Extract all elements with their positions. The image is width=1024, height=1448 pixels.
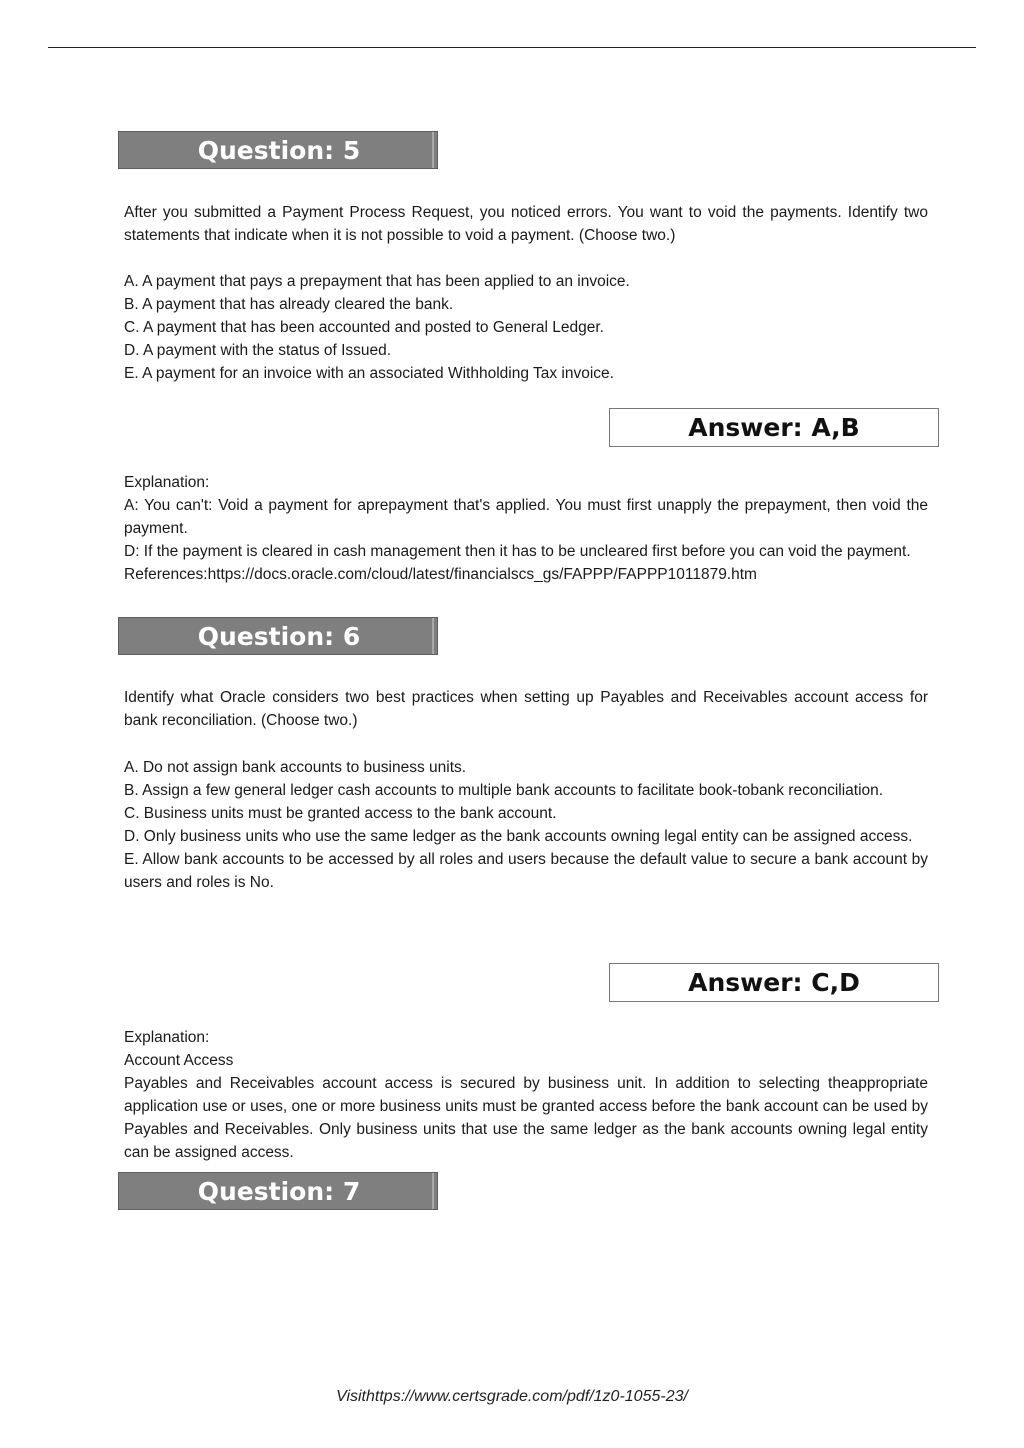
option-e: E. A payment for an invoice with an associated Withholding Tax invoice. xyxy=(124,365,614,382)
question-6-prompt: Identify what Oracle considers two best practices when setting up Payables and Receivables account access for bank reconciliation. (Choose two.) xyxy=(124,689,928,729)
question-5-options xyxy=(124,270,928,385)
question-6-header xyxy=(118,617,438,655)
option-c: C. Business units must be granted access to the bank account. xyxy=(124,805,557,822)
question-5-title: Question: 5 xyxy=(197,136,361,165)
option-b: B. Assign a few general ledger cash accounts to multiple bank accounts to facilitate book-tobank reconciliation. xyxy=(124,782,884,799)
question-6-answer: Answer: C,D xyxy=(688,968,860,997)
question-6-explanation xyxy=(124,1026,928,1164)
option-b: B. A payment that has already cleared the bank. xyxy=(124,296,454,313)
question-6-title: Question: 6 xyxy=(197,622,361,651)
question-5-explanation xyxy=(124,471,928,586)
option-d: D. Only business units who use the same ledger as the bank accounts owning legal entity can be assigned access. xyxy=(124,828,913,845)
references-line: References:https://docs.oracle.com/cloud/latest/financialscs_gs/FAPPP/FAPPP1011879.htm xyxy=(124,566,757,583)
question-7-title: Question: 7 xyxy=(197,1177,361,1206)
footer-link-text: Visithttps://www.certsgrade.com/pdf/1z0-1055-23/ xyxy=(336,1388,688,1405)
question-5-answer-box xyxy=(609,408,939,447)
question-7-header xyxy=(118,1172,438,1210)
explanation-subheading: Account Access xyxy=(124,1052,234,1069)
question-5-header xyxy=(118,131,438,169)
explanation-line: Payables and Receivables account access is secured by business unit. In addition to selecting theappropriate application use or uses, one or more business units must be granted access before the bank account can be used by Payables and Receivables. Only business units that use the same ledger as the bank accounts owning legal entity can be assigned access. xyxy=(124,1075,928,1161)
explanation-line: D: If the payment is cleared in cash management then it has to be uncleared first before you can void the payment. xyxy=(124,543,911,560)
question-5-prompt: After you submitted a Payment Process Request, you noticed errors. You want to void the payments. Identify two statements that indicate when it is not possible to void a payment. (Choose two.) xyxy=(124,204,928,244)
option-a: A. A payment that pays a prepayment that has been applied to an invoice. xyxy=(124,273,630,290)
explanation-label: Explanation: xyxy=(124,474,210,491)
option-d: D. A payment with the status of Issued. xyxy=(124,342,392,359)
question-6-answer-box xyxy=(609,963,939,1002)
explanation-label: Explanation: xyxy=(124,1029,210,1046)
question-6-options xyxy=(124,756,928,894)
option-e: E. Allow bank accounts to be accessed by all roles and users because the default value to secure a bank account by users and roles is No. xyxy=(124,851,928,891)
question-5-answer: Answer: A,B xyxy=(688,413,860,442)
option-a: A. Do not assign bank accounts to business units. xyxy=(124,759,467,776)
option-c: C. A payment that has been accounted and posted to General Ledger. xyxy=(124,319,604,336)
explanation-line: A: You can't: Void a payment for aprepayment that's applied. You must first unapply the prepayment, then void the payment. xyxy=(124,497,928,537)
header-rule xyxy=(48,47,976,48)
